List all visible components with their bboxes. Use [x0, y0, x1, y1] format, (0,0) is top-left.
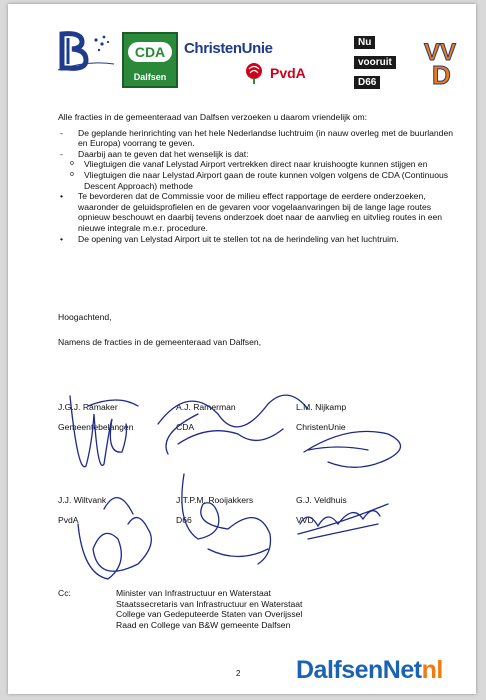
- sub-list: [58, 159, 458, 191]
- dalfsennet-watermark: [296, 656, 443, 685]
- document-page: [8, 4, 476, 694]
- signatory-party: D66: [176, 515, 192, 525]
- request-list: [58, 128, 458, 245]
- rose-icon: [242, 60, 266, 84]
- signatory-name: J.T.P.M. Rooijakkers: [176, 495, 254, 505]
- cc-recipient: Staatssecretaris van Infrastructuur en Waterstaat: [116, 598, 303, 609]
- cc-recipient: Raad en College van B&W gemeente Dalfsen: [116, 619, 291, 630]
- d66-line2: vooruit: [354, 56, 396, 69]
- sub-list-item: o Vliegtuigen die vanaf Lelystad Airport vertrekken direct naar kruishoogte kunnen stijgen en: [58, 159, 458, 170]
- d66-line3: D66: [354, 76, 380, 89]
- signatory-rooijakkers: [176, 495, 253, 525]
- pvda-logo-text: PvdA: [270, 65, 306, 81]
- pvda-logo: [242, 60, 332, 86]
- signatory-party: Gemeentebelangen: [58, 422, 134, 432]
- list-item: • Te bevorderen dat de Commissie voor de milieu effect rapportage de eerdere onderzoeken, waaronder de geluidsprofielen en de gevaren voor vogelaanvaringen bij de lange lage routes opnieuw beschouwt en daarbij tevens onderzoek doet naar de aanvlieg en uitvlieg routes in een nieuwe integrale m.e.r. procedure.: [58, 191, 458, 233]
- signatory-party: CDA: [176, 422, 195, 432]
- page-number: 2: [236, 669, 241, 678]
- cda-logo: [122, 32, 178, 88]
- list-item: [58, 149, 458, 191]
- signatory-party: VVD: [296, 515, 314, 525]
- list-item: • De opening van Lelystad Airport uit te stellen tot na de herindeling van het luchtruim.: [58, 234, 458, 245]
- svg-text:D: D: [432, 60, 451, 88]
- d66-logo: [354, 32, 406, 88]
- signatory-party: PvdA: [58, 515, 79, 525]
- d66-line1: Nu: [354, 36, 375, 49]
- svg-text:VV: VV: [424, 39, 457, 66]
- signatory-nijkamp: [296, 402, 346, 432]
- signatory-name: J.G.J. Ramaker: [58, 402, 118, 412]
- signatory-ramaker: [58, 402, 134, 432]
- cc-recipient: Minister van Infrastructuur en Waterstaat: [116, 588, 271, 598]
- signature-nijkamp: [304, 431, 401, 467]
- signatory-name: G.J. Veldhuis: [296, 495, 347, 505]
- signatory-name: J.J. Wiltvank: [58, 495, 107, 505]
- cc-recipient: College van Gedeputeerde Staten van Overijssel: [116, 609, 303, 620]
- signatory-party: ChristenUnie: [296, 422, 346, 432]
- gemeentebelangen-logo: [56, 30, 116, 72]
- signatory-wiltvank: [58, 495, 106, 525]
- list-item: - De geplande herinrichting van het hele Nederlandse luchtruim (in nauw overleg met de buurlanden en Europa) voorrang te geven.: [58, 128, 458, 149]
- cc-recipients: [116, 588, 416, 630]
- party-logos: [8, 4, 476, 99]
- letter-body: [58, 112, 458, 244]
- namens-text: Namens de fracties in de gemeenteraad van Dalfsen,: [58, 337, 262, 347]
- vvd-logo: [422, 34, 468, 88]
- christenunie-logo: ChristenUnie: [184, 40, 273, 57]
- cda-logo-text: CDA: [128, 42, 172, 62]
- signatory-name: A.J. Ramerman: [176, 402, 236, 412]
- signatory-veldhuis: [296, 495, 347, 525]
- cda-logo-subtext: Dalfsen: [133, 72, 167, 82]
- signatory-name: L.M. Nijkamp: [296, 402, 347, 412]
- closing-text: Hoogachtend,: [58, 312, 112, 322]
- list-item-text: Daarbij aan te geven dat het wenselijk is dat:: [78, 148, 249, 159]
- watermark-suffix: nl: [421, 656, 443, 684]
- watermark-text: DalfsenNet: [296, 656, 422, 684]
- cc-label: Cc:: [58, 588, 71, 598]
- signatory-ramerman: [176, 402, 236, 432]
- sub-list-item: o Vliegtuigen die naar Lelystad Airport gaan de route kunnen volgen volgens de CDA (Continuous Descent Approach) methode: [58, 170, 458, 191]
- intro-text: Alle fracties in de gemeenteraad van Dalfsen verzoeken u daarom vriendelijk om:: [58, 112, 368, 122]
